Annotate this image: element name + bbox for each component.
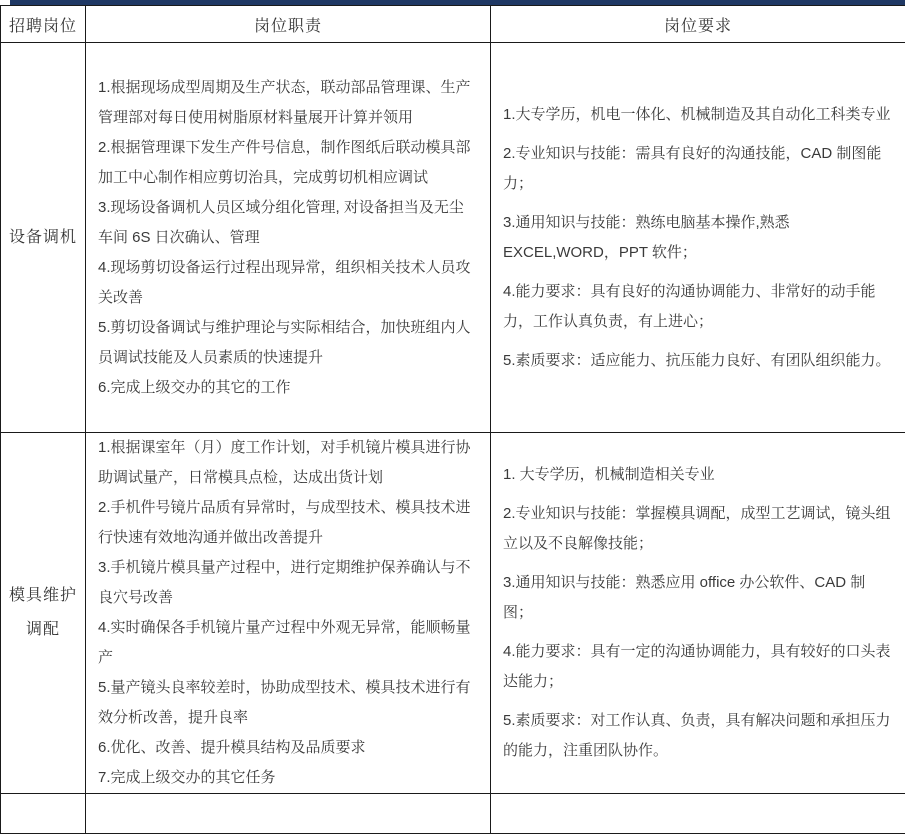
duty-item: 6.完成上级交办的其它的工作 <box>98 373 476 403</box>
position-cell <box>1 43 86 433</box>
requirement-item: 2.专业知识与技能：掌握模具调配，成型工艺调试，镜头组立以及不良解像技能； <box>503 499 891 559</box>
duties-cell <box>86 794 491 834</box>
requirement-item: 2.专业知识与技能：需具有良好的沟通技能，CAD 制图能力； <box>503 139 891 199</box>
position-cell <box>1 433 86 794</box>
requirements-cell <box>491 794 905 834</box>
duty-item: 5.量产镜头良率较差时，协助成型技术、模具技术进行有效分析改善，提升良率 <box>98 673 476 733</box>
column-header-position: 招聘岗位 <box>1 6 86 43</box>
requirement-item: 1.大专学历，机电一体化、机械制造及其自动化工科类专业 <box>503 100 891 130</box>
requirement-item: 3.通用知识与技能：熟悉应用 office 办公软件、CAD 制图； <box>503 568 891 628</box>
duty-item: 1.根据现场成型周期及生产状态，联动部品管理课、生产管理部对每日使用树脂原材料量展开计算并领用 <box>98 73 476 133</box>
table-row <box>1 43 905 433</box>
requirement-item: 4.能力要求：具有良好的沟通协调能力、非常好的动手能力，工作认真负责，有上进心； <box>503 277 891 337</box>
duty-item: 1.根据课室年（月）度工作计划，对手机镜片模具进行协助调试量产，日常模具点检，达成出货计划 <box>98 433 476 493</box>
requirements-cell <box>491 43 905 433</box>
position-label: 设备调机 <box>5 221 81 255</box>
column-header-duties: 岗位职责 <box>86 6 491 43</box>
requirement-item: 4.能力要求：具有一定的沟通协调能力，具有较好的口头表达能力； <box>503 637 891 697</box>
table-row-partial <box>1 794 905 834</box>
column-header-requirements: 岗位要求 <box>491 6 905 43</box>
duties-cell <box>86 433 491 794</box>
requirements-cell <box>491 433 905 794</box>
duty-item: 2.根据管理课下发生产件号信息，制作图纸后联动模具部加工中心制作相应剪切治具，完成剪切机相应调试 <box>98 133 476 193</box>
table-row <box>1 433 905 794</box>
duty-item: 4.现场剪切设备运行过程出现异常，组织相关技术人员攻关改善 <box>98 253 476 313</box>
duty-item: 5.剪切设备调试与维护理论与实际相结合，加快班组内人员调试技能及人员素质的快速提升 <box>98 313 476 373</box>
requirement-item: 1. 大专学历，机械制造相关专业 <box>503 460 891 490</box>
requirement-item: 5.素质要求：对工作认真、负责，具有解决问题和承担压力的能力，注重团队协作。 <box>503 706 891 766</box>
duty-item: 3.手机镜片模具量产过程中，进行定期维护保养确认与不良穴号改善 <box>98 553 476 613</box>
duty-item: 7.完成上级交办的其它任务 <box>98 763 476 793</box>
duty-item: 3.现场设备调机人员区域分组化管理, 对设备担当及无尘车间 6S 日次确认、管理 <box>98 193 476 253</box>
duty-item: 6.优化、改善、提升模具结构及品质要求 <box>98 733 476 763</box>
duty-item: 4.实时确保各手机镜片量产过程中外观无异常，能顺畅量产 <box>98 613 476 673</box>
duties-cell <box>86 43 491 433</box>
table-header-row <box>1 6 905 43</box>
position-cell <box>1 794 86 834</box>
recruitment-table <box>0 5 905 834</box>
position-label: 模具维护 <box>5 579 81 613</box>
requirement-item: 5.素质要求：适应能力、抗压能力良好、有团队组织能力。 <box>503 346 891 376</box>
position-label: 调配 <box>5 613 81 647</box>
requirement-item: 3.通用知识与技能：熟练电脑基本操作,熟悉 EXCEL,WORD，PPT 软件； <box>503 208 891 268</box>
duty-item: 2.手机件号镜片品质有异常时，与成型技术、模具技术进行快速有效地沟通并做出改善提升 <box>98 493 476 553</box>
